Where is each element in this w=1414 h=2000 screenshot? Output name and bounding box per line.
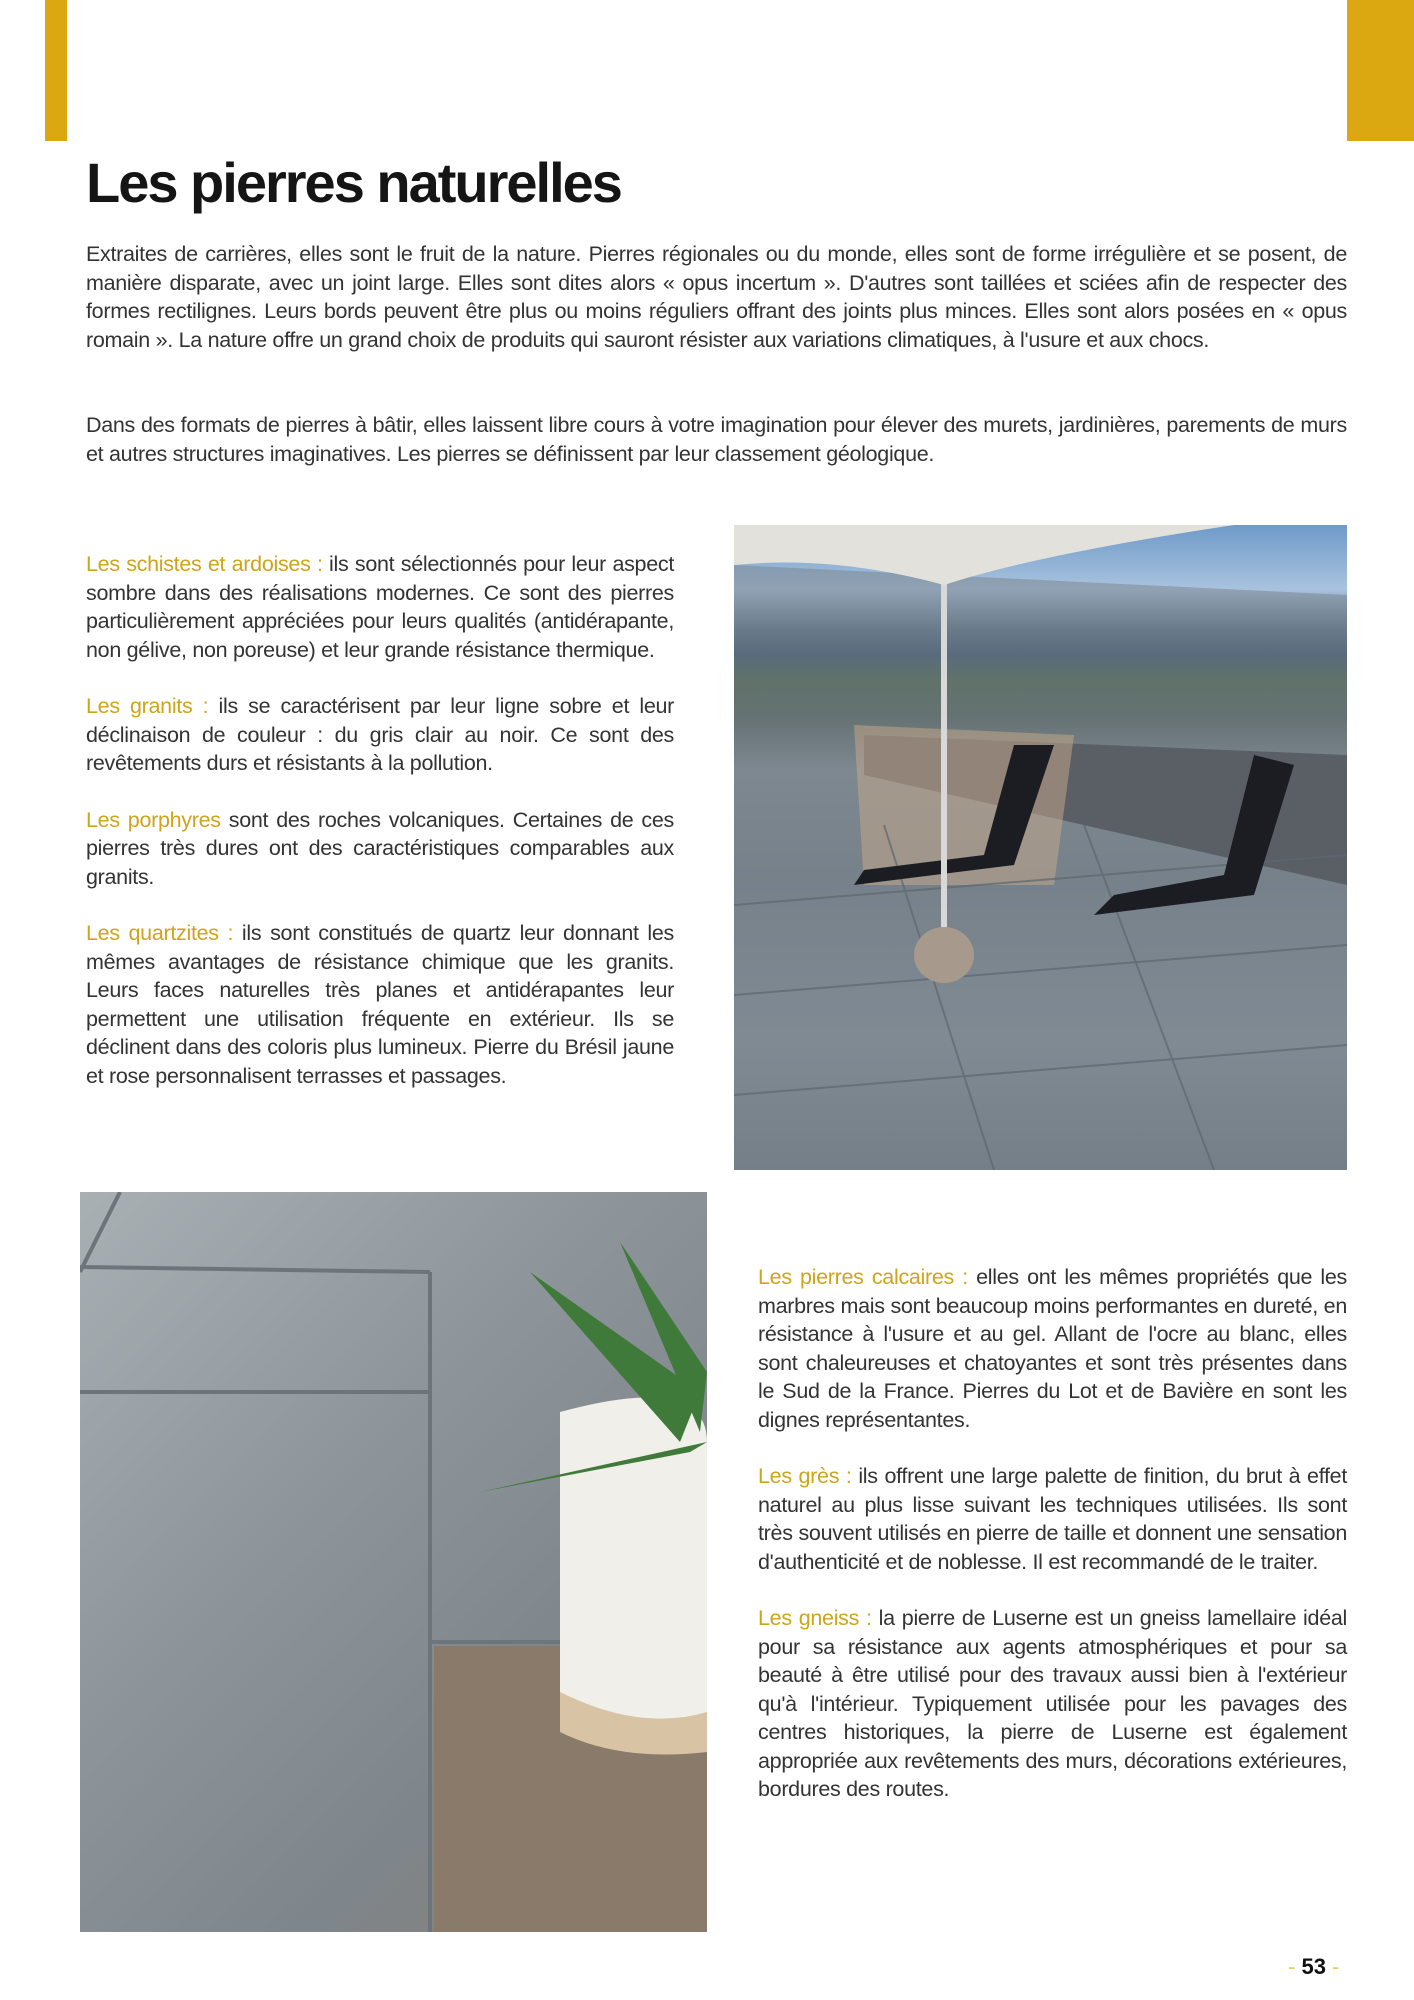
intro-paragraph: Extraites de carrières, elles sont le fruit de la nature. Pierres régionales ou du monde, elles sont de forme irrégulière et se posent, de manière disparate, avec un joint large. Elles sont dites alors « opus incertum ». D'autres sont taillées et sciées afin de respecter des formes rectilignes. Leurs bords peuvent être plus ou moins réguliers offrant des joints plus minces. Elles sont alors posées en « opus romain ». La nature offre un grand choix de produits qui sauront résister aux variations climatiques, à l'usure et aux chocs. [86,242,1347,352]
section-calcaires [758,1263,1347,1434]
section-text: ils sont constitués de quartz leur donnant les mêmes avantages de résistance chimique que les granits. Leurs faces naturelles très planes et antidérapantes leur permettent une utilisation fréquente en extérieur. Ils se déclinent dans des coloris plus lumineux. Pierre du Brésil jaune et rose personnalisent terrasses et passages. [86,921,674,1088]
section-text: ils offrent une large palette de finition, du brut à effet naturel au plus lisse suivant les techniques utilisées. Ils sont très souvent utilisés en pierre de taille et donnent une sensation d'authenticité et de noblesse. Il est recommandé de le traiter. [758,1464,1347,1574]
section-heading: Les porphyres [86,807,221,832]
section-gres [758,1462,1347,1576]
paving-plant-photo [80,1192,707,1932]
right-column [758,1263,1347,1832]
section-heading: Les schistes et ardoises : [86,552,323,576]
section-schistes [86,550,674,664]
accent-bar-left [45,0,67,141]
section-text: elles ont les mêmes propriétés que les marbres mais sont beaucoup moins performantes en dureté, en résistance à l'usure et au gel. Allant de l'ocre au blanc, elles sont chaleureuses et chatoyantes et sont très présentes dans le Sud de la France. Pierres du Lot et de Bavière en sont les dignes représentantes. [758,1265,1347,1432]
page-title: Les pierres naturelles [86,151,621,214]
section-gneiss [758,1604,1347,1804]
section-heading: Les gneiss : [758,1606,872,1630]
left-column [86,550,674,1118]
page-number-value: 53 [1301,1954,1326,1979]
section-heading: Les grès : [758,1464,852,1488]
section-text: ils sont sélectionnés pour leur aspect sombre dans des réalisations modernes. Ce sont des pierres particulièrement appréciées pour leurs qualités (antidérapante, non gélive, non poreuse) et leur grande résistance thermique. [86,552,674,662]
page-number: - 53 - [1288,1954,1340,1979]
section-granits [86,692,674,778]
section-text: sont des roches volcaniques. Certaines de ces pierres très dures ont des caractéristiques comparables aux granits. [86,807,674,889]
section-quartzites [86,919,674,1090]
section-porphyres [86,806,674,892]
section-text: ils se caractérisent par leur ligne sobre et leur déclinaison de couleur : du gris clair au noir. Ce sont des revêtements durs et résistants à la pollution. [86,694,674,775]
section-heading: Les pierres calcaires : [758,1265,968,1289]
section-heading: Les quartzites : [86,921,234,945]
terrace-photo [734,525,1347,1170]
intro-paragraph: Dans des formats de pierres à bâtir, elles laissent libre cours à votre imagination pour élever des murets, jardinières, parements de murs et autres structures imaginatives. Les pierres se définissent par leur classement géologique. [86,413,1347,466]
section-heading: Les granits : [86,694,209,718]
accent-bar-right [1347,0,1414,141]
section-text: la pierre de Luserne est un gneiss lamellaire idéal pour sa résistance aux agents atmosphériques et pour sa beauté à être utilisé pour des travaux aussi bien à l'extérieur qu'à l'intérieur. Typiquement utilisée pour les pavages des centres historiques, la pierre de Luserne est également appropriée aux revêtements des murs, décorations extérieures, bordures des routes. [758,1606,1347,1801]
